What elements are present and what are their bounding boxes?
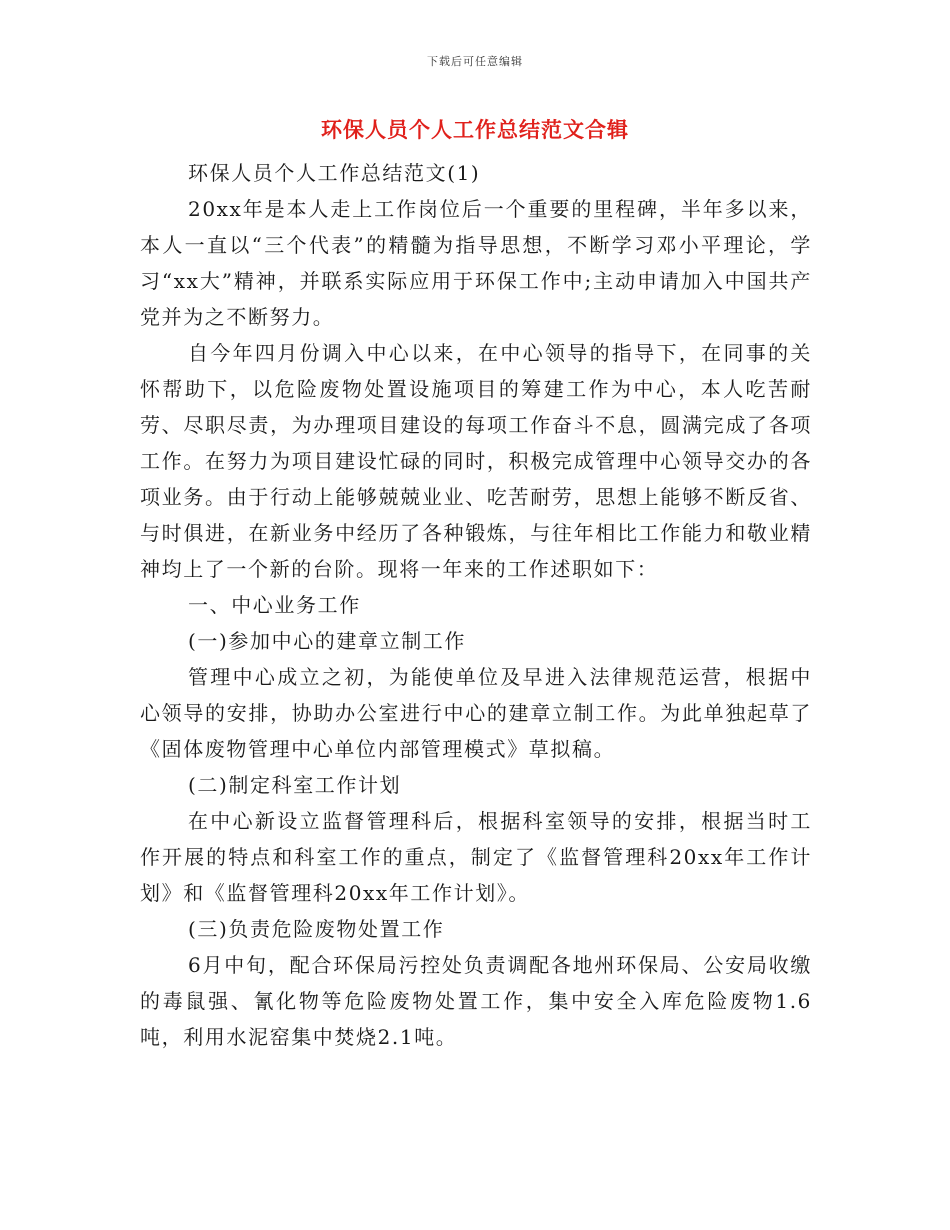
subsection-heading: (二)制定科室工作计划 [188, 773, 402, 797]
page-header-note: 下载后可任意编辑 [427, 55, 523, 68]
body-paragraph: 6月中旬，配合环保局污控处负责调配各地州环保局、公安局收缴的毒鼠强、氰化物等危险废物处置工作，集中安全入库危险废物1.6吨，利用水泥窑集中焚烧2.1吨。 [140, 953, 812, 1049]
body-paragraph: 20xx年是本人走上工作岗位后一个重要的里程碑，半年多以来，本人一直以“三个代表”的精髓为指导思想，不断学习邓小平理论，学习“xx大”精神，并联系实际应用于环保工作中;主动申请加入中国共产党并为之不断努力。 [140, 197, 812, 329]
body-paragraph: 管理中心成立之初，为能使单位及早进入法律规范运营，根据中心领导的安排，协助办公室进行中心的建章立制工作。为此单独起草了《固体废物管理中心单位内部管理模式》草拟稿。 [140, 665, 812, 761]
document-title: 环保人员个人工作总结范文合辑 [321, 117, 629, 142]
section-heading: 环保人员个人工作总结范文(1) [188, 161, 481, 185]
body-paragraph: 自今年四月份调入中心以来，在中心领导的指导下，在同事的关怀帮助下，以危险废物处置设施项目的筹建工作为中心，本人吃苦耐劳、尽职尽责，为办理项目建设的每项工作奋斗不息，圆满完成了各项工作。在努力为项目建设忙碌的同时，积极完成管理中心领导交办的各项业务。由于行动上能够兢兢业业、吃苦耐劳，思想上能够不断反省、与时俱进，在新业务中经历了各种锻炼，与往年相比工作能力和敬业精神均上了一个新的台阶。现将一年来的工作述职如下： [140, 341, 812, 581]
body-paragraph: 在中心新设立监督管理科后，根据科室领导的安排，根据当时工作开展的特点和科室工作的重点，制定了《监督管理科20xx年工作计划》和《监督管理科20xx年工作计划》。 [140, 809, 812, 905]
document-body [140, 155, 812, 1055]
section-heading: 一、中心业务工作 [188, 593, 361, 617]
subsection-heading: (一)参加中心的建章立制工作 [188, 629, 467, 653]
subsection-heading: (三)负责危险废物处置工作 [188, 917, 445, 941]
